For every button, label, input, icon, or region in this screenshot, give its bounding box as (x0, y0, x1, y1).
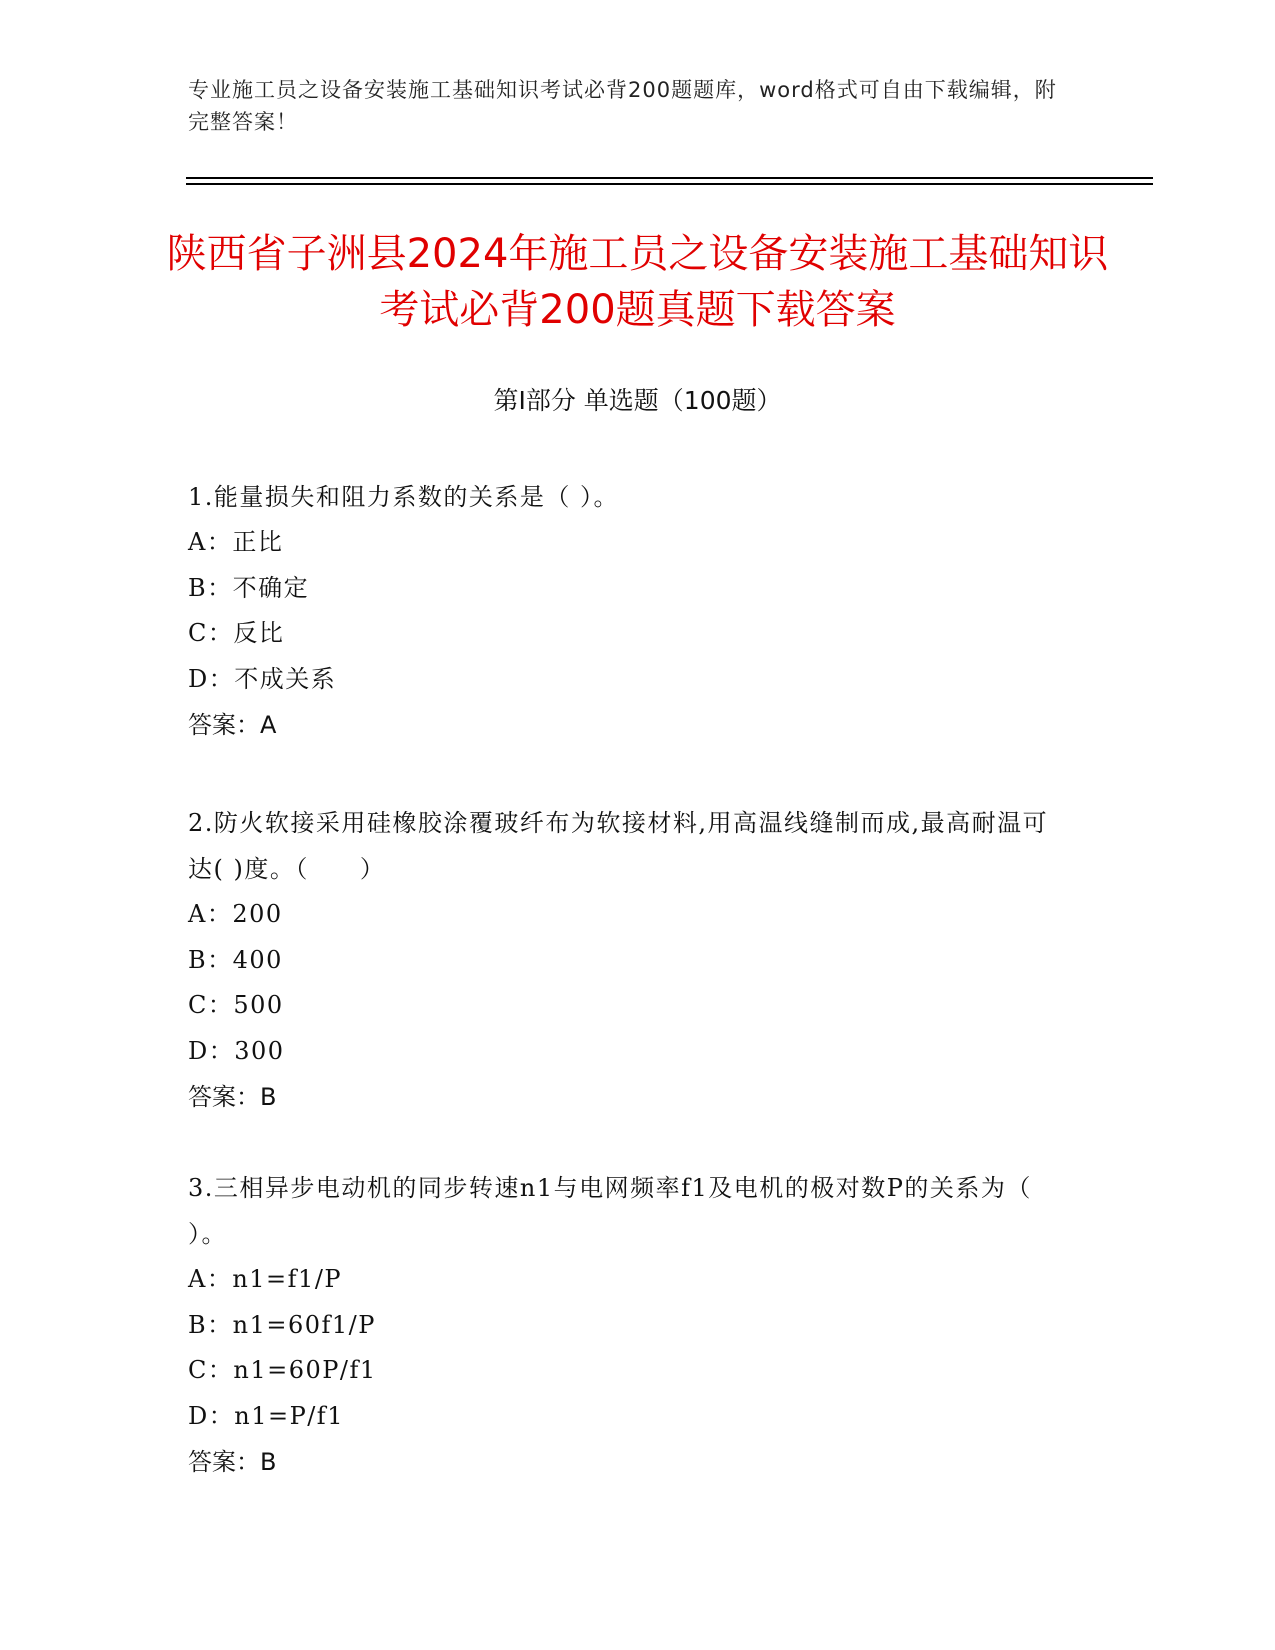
option-d: D：n1=P/f1 (188, 1401, 344, 1430)
option-b: B：n1=60f1/P (188, 1310, 376, 1339)
question-stem: 2.防火软接采用硅橡胶涂覆玻纤布为软接材料,用高温线缝制而成,最高耐温可达( )度。（ ） (188, 809, 1049, 883)
section-heading: 第Ⅰ部分 单选题（100题） (493, 386, 782, 415)
option-a: A：正比 (188, 528, 284, 556)
answer-line: 答案：B (188, 1448, 277, 1476)
question-3 (188, 1165, 1068, 1485)
question-stem: 1.能量损失和阻力系数的关系是（ ）。 (188, 483, 620, 511)
header-divider-top (186, 177, 1153, 179)
header-divider-bottom (186, 183, 1153, 185)
option-a: A：n1=f1/P (188, 1265, 343, 1293)
option-c: C：500 (188, 991, 284, 1019)
option-d: D：不成关系 (188, 664, 337, 693)
answer-line: 答案：A (188, 711, 277, 739)
question-2 (188, 800, 1068, 1120)
option-a: A：200 (188, 900, 283, 928)
header-note: 专业施工员之设备安装施工基础知识考试必背200题题库，word格式可自由下载编辑，附完整答案！ (188, 78, 1057, 134)
option-c: C：反比 (188, 619, 285, 647)
option-b: B：不确定 (188, 573, 310, 602)
answer-line: 答案：B (188, 1083, 277, 1111)
question-stem: 3.三相异步电动机的同步转速n1与电网频率f1及电机的极对数P的关系为（ ）。 (188, 1174, 1032, 1248)
document-title: 陕西省子洲县2024年施工员之设备安装施工基础知识考试必背200题真题下载答案 (166, 231, 1109, 333)
option-b: B：400 (188, 945, 283, 974)
question-1 (188, 474, 1068, 748)
option-c: C：n1=60P/f1 (188, 1356, 377, 1384)
option-d: D：300 (188, 1036, 285, 1065)
